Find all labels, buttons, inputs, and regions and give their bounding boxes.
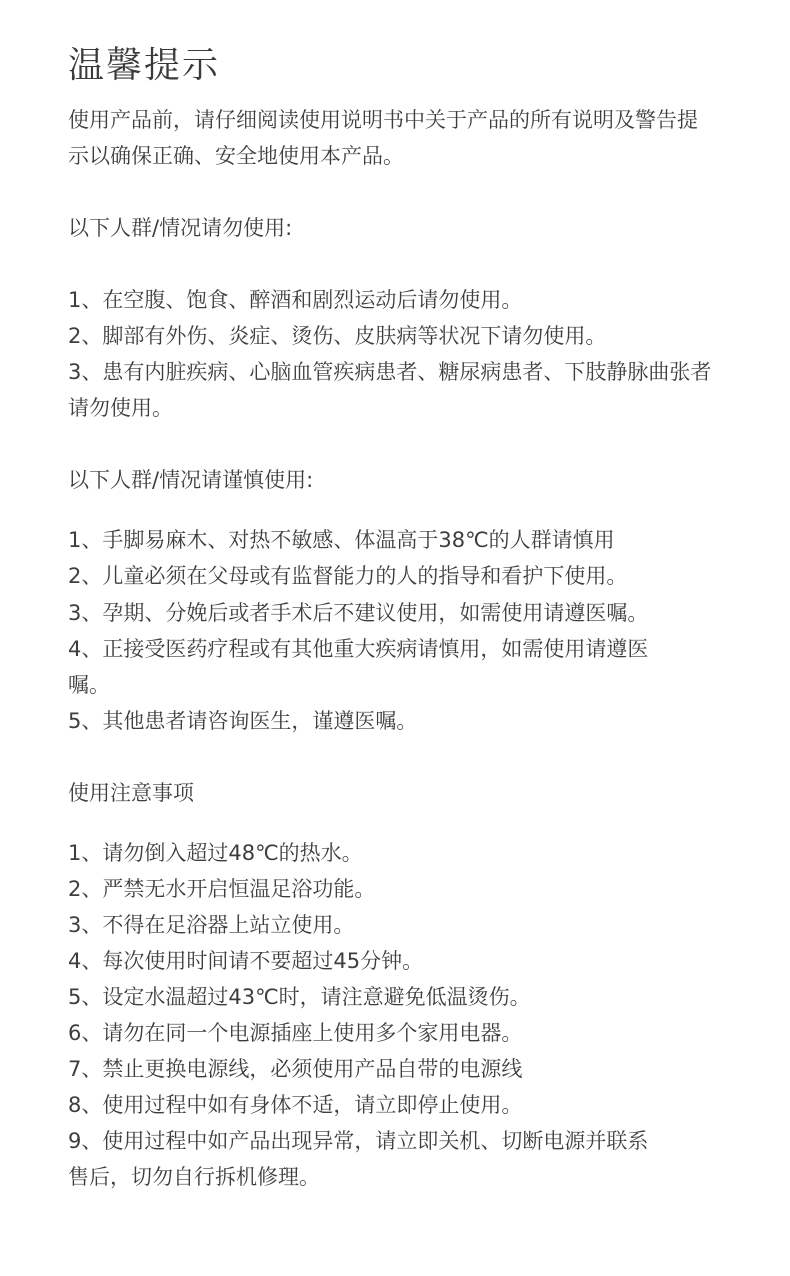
intro-line-1: 使用产品前，请仔细阅读使用说明书中关于产品的所有说明及警告提 [68,108,698,132]
notes-item-4: 4、每次使用时间请不要超过45分钟。 [68,949,424,973]
section-prohibited-heading: 以下人群/情况请勿使用: [68,216,293,240]
caution-item-2: 2、儿童必须在父母或有监督能力的人的指导和看护下使用。 [68,564,628,588]
caution-item-1: 1、手脚易麻木、对热不敏感、体温高于38℃的人群请慎用 [68,528,615,552]
notes-item-9-cont: 售后，切勿自行拆机修理。 [68,1165,320,1189]
prohibited-item-1: 1、在空腹、饱食、醉酒和剧烈运动后请勿使用。 [68,288,523,312]
intro-line-2: 示以确保正确、安全地使用本产品。 [68,144,404,168]
prohibited-item-2: 2、脚部有外伤、炎症、烫伤、皮肤病等状况下请勿使用。 [68,324,607,348]
notes-item-5: 5、设定水温超过43℃时，请注意避免低温烫伤。 [68,985,531,1009]
section-caution-heading: 以下人群/情况请谨慎使用: [68,468,314,492]
notes-item-2: 2、严禁无水开启恒温足浴功能。 [68,877,376,901]
caution-item-3: 3、孕期、分娩后或者手术后不建议使用，如需使用请遵医嘱。 [68,601,649,625]
notes-item-6: 6、请勿在同一个电源插座上使用多个家用电器。 [68,1021,523,1045]
page-title: 温馨提示 [68,45,221,86]
notes-item-1: 1、请勿倒入超过48℃的热水。 [68,841,363,865]
prohibited-item-3-cont: 请勿使用。 [68,396,173,420]
caution-item-4-cont: 嘱。 [68,673,110,697]
notes-item-3: 3、不得在足浴器上站立使用。 [68,913,355,937]
caution-item-4: 4、正接受医药疗程或有其他重大疾病请慎用，如需使用请遵医 [68,637,649,661]
notes-item-8: 8、使用过程中如有身体不适，请立即停止使用。 [68,1093,523,1117]
section-notes-heading: 使用注意事项 [68,781,194,805]
prohibited-item-3: 3、患有内脏疾病、心脑血管疾病患者、糖尿病患者、下肢静脉曲张者 [68,360,712,384]
caution-item-5: 5、其他患者请咨询医生，谨遵医嘱。 [68,709,418,733]
notes-item-9: 9、使用过程中如产品出现异常，请立即关机、切断电源并联系 [68,1129,649,1153]
notes-item-7: 7、禁止更换电源线，必须使用产品自带的电源线 [68,1057,523,1081]
